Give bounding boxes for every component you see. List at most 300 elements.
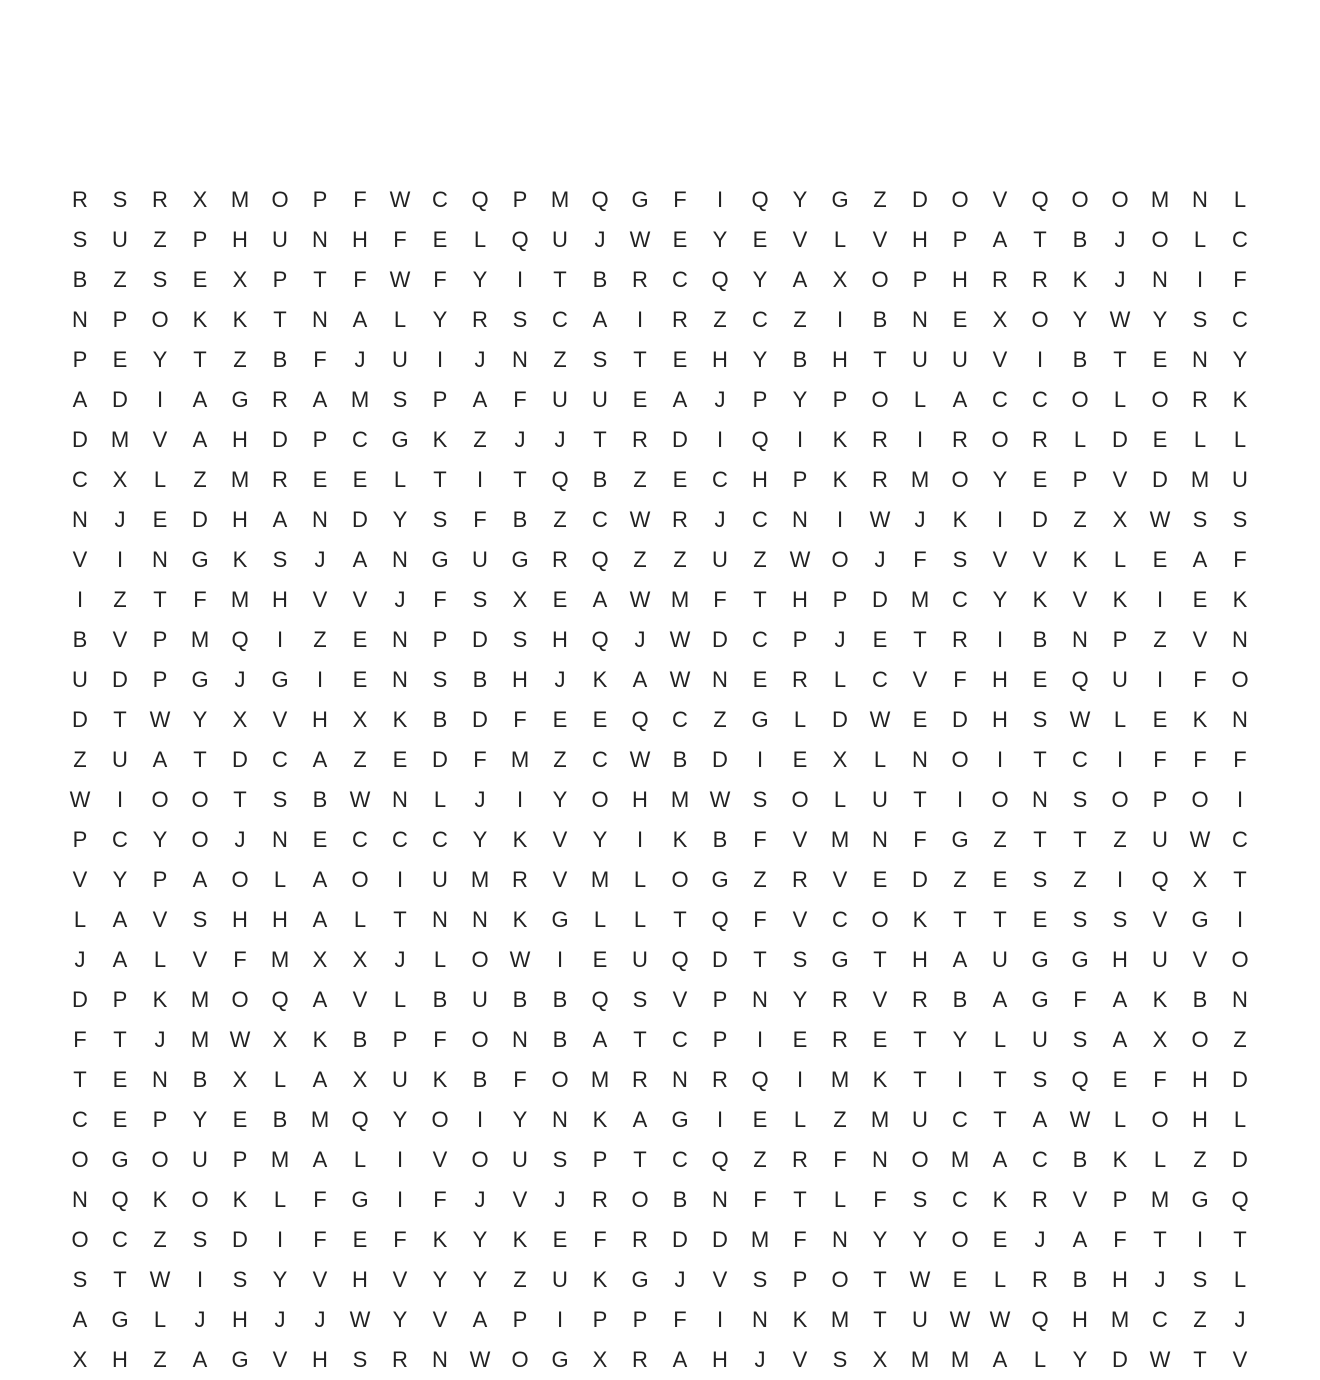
letter-cell[interactable]: M bbox=[910, 587, 930, 612]
letter-cell[interactable]: M bbox=[230, 467, 250, 492]
letter-cell[interactable]: U bbox=[552, 1267, 568, 1292]
letter-cell[interactable]: T bbox=[513, 467, 527, 492]
letter-cell[interactable]: D bbox=[112, 667, 128, 692]
letter-cell[interactable]: H bbox=[832, 347, 848, 372]
letter-cell[interactable]: H bbox=[752, 467, 768, 492]
letter-cell[interactable]: I bbox=[636, 827, 644, 852]
letter-cell[interactable]: K bbox=[952, 507, 968, 532]
letter-cell[interactable]: Y bbox=[1072, 307, 1088, 332]
letter-cell[interactable]: V bbox=[672, 987, 688, 1012]
letter-cell[interactable]: F bbox=[1153, 1067, 1167, 1092]
letter-cell[interactable]: I bbox=[1116, 747, 1124, 772]
letter-cell[interactable]: N bbox=[712, 1187, 728, 1212]
letter-cell[interactable]: I bbox=[836, 307, 844, 332]
letter-cell[interactable]: S bbox=[832, 1347, 848, 1372]
letter-cell[interactable]: M bbox=[350, 387, 370, 412]
letter-cell[interactable]: U bbox=[432, 867, 448, 892]
letter-cell[interactable]: M bbox=[1190, 467, 1210, 492]
letter-cell[interactable]: K bbox=[512, 827, 528, 852]
letter-cell[interactable]: A bbox=[112, 907, 128, 932]
letter-cell[interactable]: O bbox=[1151, 387, 1169, 412]
letter-cell[interactable]: I bbox=[1156, 667, 1164, 692]
letter-cell[interactable]: G bbox=[391, 427, 409, 452]
letter-cell[interactable]: V bbox=[992, 547, 1008, 572]
letter-cell[interactable]: S bbox=[1232, 507, 1248, 532]
letter-cell[interactable]: G bbox=[231, 1347, 249, 1372]
letter-cell[interactable]: K bbox=[992, 1187, 1008, 1212]
letter-cell[interactable]: F bbox=[593, 1227, 607, 1252]
letter-cell[interactable]: I bbox=[556, 1307, 564, 1332]
letter-cell[interactable]: E bbox=[752, 1107, 768, 1132]
letter-cell[interactable]: P bbox=[512, 1307, 528, 1332]
letter-cell[interactable]: U bbox=[1152, 947, 1168, 972]
letter-cell[interactable]: Z bbox=[513, 1267, 527, 1292]
letter-cell[interactable]: Z bbox=[553, 747, 567, 772]
letter-cell[interactable]: K bbox=[872, 1067, 888, 1092]
letter-cell[interactable]: F bbox=[513, 1067, 527, 1092]
letter-cell[interactable]: W bbox=[1149, 1347, 1171, 1372]
letter-cell[interactable]: I bbox=[1196, 1227, 1204, 1252]
letter-cell[interactable]: C bbox=[1032, 1147, 1048, 1172]
letter-cell[interactable]: K bbox=[192, 307, 208, 332]
letter-cell[interactable]: I bbox=[396, 1147, 404, 1172]
letter-cell[interactable]: G bbox=[191, 667, 209, 692]
letter-cell[interactable]: Z bbox=[553, 507, 567, 532]
letter-cell[interactable]: N bbox=[1232, 707, 1248, 732]
letter-cell[interactable]: Y bbox=[712, 227, 728, 252]
letter-cell[interactable]: S bbox=[1032, 867, 1048, 892]
letter-cell[interactable]: I bbox=[756, 1027, 764, 1052]
letter-cell[interactable]: T bbox=[1233, 867, 1247, 892]
letter-cell[interactable]: R bbox=[712, 1067, 728, 1092]
letter-cell[interactable]: G bbox=[191, 547, 209, 572]
letter-cell[interactable]: U bbox=[72, 667, 88, 692]
letter-cell[interactable]: C bbox=[112, 1227, 128, 1252]
letter-cell[interactable]: A bbox=[352, 547, 368, 572]
letter-cell[interactable]: S bbox=[1192, 1267, 1208, 1292]
letter-cell[interactable]: K bbox=[312, 1027, 328, 1052]
letter-cell[interactable]: T bbox=[73, 1067, 87, 1092]
letter-cell[interactable]: E bbox=[352, 627, 368, 652]
letter-cell[interactable]: V bbox=[1112, 467, 1128, 492]
letter-cell[interactable]: Z bbox=[153, 1227, 167, 1252]
letter-cell[interactable]: K bbox=[672, 827, 688, 852]
letter-cell[interactable]: I bbox=[716, 1307, 724, 1332]
letter-cell[interactable]: N bbox=[1032, 787, 1048, 812]
letter-cell[interactable]: E bbox=[872, 867, 888, 892]
letter-cell[interactable]: J bbox=[314, 547, 326, 572]
letter-cell[interactable]: W bbox=[629, 507, 651, 532]
letter-cell[interactable]: J bbox=[714, 387, 726, 412]
letter-cell[interactable]: Q bbox=[471, 187, 489, 212]
letter-cell[interactable]: P bbox=[152, 867, 168, 892]
letter-cell[interactable]: W bbox=[349, 787, 371, 812]
letter-cell[interactable]: L bbox=[353, 907, 367, 932]
letter-cell[interactable]: L bbox=[433, 947, 447, 972]
letter-cell[interactable]: C bbox=[1032, 387, 1048, 412]
letter-cell[interactable]: W bbox=[349, 1307, 371, 1332]
letter-cell[interactable]: B bbox=[1072, 227, 1088, 252]
letter-cell[interactable]: A bbox=[992, 987, 1008, 1012]
letter-cell[interactable]: H bbox=[912, 947, 928, 972]
letter-cell[interactable]: F bbox=[913, 827, 927, 852]
letter-cell[interactable]: Z bbox=[753, 547, 767, 572]
letter-cell[interactable]: Y bbox=[472, 1267, 488, 1292]
letter-cell[interactable]: X bbox=[232, 707, 248, 732]
letter-cell[interactable]: V bbox=[72, 547, 88, 572]
letter-cell[interactable]: F bbox=[953, 667, 967, 692]
letter-cell[interactable]: D bbox=[712, 747, 728, 772]
letter-cell[interactable]: H bbox=[272, 587, 288, 612]
letter-cell[interactable]: T bbox=[273, 307, 287, 332]
letter-cell[interactable]: N bbox=[712, 667, 728, 692]
letter-cell[interactable]: U bbox=[1112, 667, 1128, 692]
letter-cell[interactable]: K bbox=[1232, 587, 1248, 612]
letter-cell[interactable]: F bbox=[193, 587, 207, 612]
letter-cell[interactable]: M bbox=[590, 1067, 610, 1092]
letter-cell[interactable]: P bbox=[312, 187, 328, 212]
letter-cell[interactable]: B bbox=[272, 1107, 288, 1132]
letter-cell[interactable]: L bbox=[1113, 1107, 1127, 1132]
letter-cell[interactable]: F bbox=[313, 1227, 327, 1252]
letter-cell[interactable]: B bbox=[1032, 627, 1048, 652]
letter-cell[interactable]: J bbox=[674, 1267, 686, 1292]
letter-cell[interactable]: Z bbox=[633, 467, 647, 492]
letter-cell[interactable]: Y bbox=[592, 827, 608, 852]
letter-cell[interactable]: O bbox=[1031, 307, 1049, 332]
letter-cell[interactable]: B bbox=[592, 267, 608, 292]
letter-cell[interactable]: H bbox=[632, 787, 648, 812]
letter-cell[interactable]: Z bbox=[753, 867, 767, 892]
letter-cell[interactable]: L bbox=[1193, 427, 1207, 452]
letter-cell[interactable]: Z bbox=[673, 547, 687, 572]
letter-cell[interactable]: O bbox=[631, 1187, 649, 1212]
letter-cell[interactable]: P bbox=[232, 1147, 248, 1172]
letter-cell[interactable]: Z bbox=[993, 827, 1007, 852]
letter-cell[interactable]: T bbox=[793, 1187, 807, 1212]
letter-cell[interactable]: R bbox=[272, 387, 288, 412]
letter-cell[interactable]: V bbox=[1072, 587, 1088, 612]
letter-cell[interactable]: G bbox=[1031, 987, 1049, 1012]
letter-cell[interactable]: J bbox=[1114, 227, 1126, 252]
letter-cell[interactable]: R bbox=[1032, 427, 1048, 452]
letter-cell[interactable]: Z bbox=[233, 347, 247, 372]
letter-cell[interactable]: A bbox=[792, 267, 808, 292]
letter-cell[interactable]: E bbox=[112, 1067, 128, 1092]
letter-cell[interactable]: X bbox=[1112, 507, 1128, 532]
letter-cell[interactable]: O bbox=[871, 387, 889, 412]
letter-cell[interactable]: R bbox=[272, 467, 288, 492]
letter-cell[interactable]: R bbox=[872, 467, 888, 492]
letter-cell[interactable]: S bbox=[1072, 1027, 1088, 1052]
letter-cell[interactable]: Q bbox=[231, 627, 249, 652]
letter-cell[interactable]: U bbox=[112, 747, 128, 772]
letter-cell[interactable]: X bbox=[192, 187, 208, 212]
letter-cell[interactable]: E bbox=[1152, 427, 1168, 452]
letter-cell[interactable]: S bbox=[272, 547, 288, 572]
letter-cell[interactable]: Y bbox=[1072, 1347, 1088, 1372]
letter-cell[interactable]: J bbox=[1034, 1227, 1046, 1252]
letter-cell[interactable]: F bbox=[513, 707, 527, 732]
letter-cell[interactable]: C bbox=[352, 427, 368, 452]
letter-cell[interactable]: T bbox=[753, 947, 767, 972]
letter-cell[interactable]: L bbox=[73, 907, 87, 932]
letter-cell[interactable]: B bbox=[432, 707, 448, 732]
letter-cell[interactable]: W bbox=[509, 947, 531, 972]
letter-cell[interactable]: U bbox=[912, 347, 928, 372]
letter-cell[interactable]: U bbox=[552, 227, 568, 252]
letter-cell[interactable]: J bbox=[874, 547, 886, 572]
letter-cell[interactable]: A bbox=[632, 667, 648, 692]
letter-cell[interactable]: C bbox=[392, 827, 408, 852]
letter-cell[interactable]: D bbox=[912, 187, 928, 212]
letter-cell[interactable]: C bbox=[672, 1027, 688, 1052]
letter-cell[interactable]: K bbox=[1112, 587, 1128, 612]
letter-cell[interactable]: T bbox=[993, 907, 1007, 932]
letter-cell[interactable]: I bbox=[196, 1267, 204, 1292]
letter-cell[interactable]: T bbox=[113, 707, 127, 732]
letter-cell[interactable]: K bbox=[1112, 1147, 1128, 1172]
letter-cell[interactable]: N bbox=[272, 827, 288, 852]
letter-cell[interactable]: G bbox=[671, 1107, 689, 1132]
letter-cell[interactable]: G bbox=[431, 547, 449, 572]
letter-cell[interactable]: O bbox=[951, 1227, 969, 1252]
letter-cell[interactable]: C bbox=[272, 747, 288, 772]
letter-cell[interactable]: V bbox=[72, 867, 88, 892]
letter-cell[interactable]: B bbox=[352, 1027, 368, 1052]
letter-cell[interactable]: A bbox=[312, 387, 328, 412]
letter-cell[interactable]: N bbox=[912, 307, 928, 332]
letter-cell[interactable]: O bbox=[991, 427, 1009, 452]
letter-cell[interactable]: E bbox=[1032, 467, 1048, 492]
letter-cell[interactable]: V bbox=[1192, 947, 1208, 972]
letter-cell[interactable]: C bbox=[752, 627, 768, 652]
letter-cell[interactable]: A bbox=[312, 867, 328, 892]
letter-cell[interactable]: O bbox=[551, 1067, 569, 1092]
letter-cell[interactable]: C bbox=[712, 467, 728, 492]
letter-cell[interactable]: U bbox=[392, 347, 408, 372]
letter-cell[interactable]: L bbox=[473, 227, 487, 252]
letter-cell[interactable]: A bbox=[672, 1347, 688, 1372]
letter-cell[interactable]: C bbox=[1232, 827, 1248, 852]
letter-cell[interactable]: O bbox=[951, 747, 969, 772]
letter-cell[interactable]: J bbox=[634, 627, 646, 652]
letter-cell[interactable]: E bbox=[792, 747, 808, 772]
letter-cell[interactable]: V bbox=[112, 627, 128, 652]
letter-cell[interactable]: N bbox=[312, 507, 328, 532]
letter-cell[interactable]: D bbox=[472, 707, 488, 732]
letter-cell[interactable]: S bbox=[1072, 907, 1088, 932]
letter-cell[interactable]: P bbox=[112, 307, 128, 332]
letter-cell[interactable]: N bbox=[1232, 987, 1248, 1012]
letter-cell[interactable]: Q bbox=[1031, 187, 1049, 212]
letter-cell[interactable]: Y bbox=[272, 1267, 288, 1292]
letter-cell[interactable]: Y bbox=[1232, 347, 1248, 372]
letter-cell[interactable]: L bbox=[793, 1107, 807, 1132]
letter-cell[interactable]: A bbox=[192, 427, 208, 452]
letter-cell[interactable]: Y bbox=[192, 707, 208, 732]
letter-cell[interactable]: C bbox=[592, 507, 608, 532]
letter-cell[interactable]: O bbox=[831, 547, 849, 572]
letter-cell[interactable]: Y bbox=[152, 347, 168, 372]
letter-cell[interactable]: U bbox=[192, 1147, 208, 1172]
letter-cell[interactable]: E bbox=[1152, 707, 1168, 732]
letter-cell[interactable]: W bbox=[949, 1307, 971, 1332]
letter-cell[interactable]: I bbox=[836, 507, 844, 532]
letter-cell[interactable]: Y bbox=[432, 1267, 448, 1292]
letter-cell[interactable]: N bbox=[872, 827, 888, 852]
letter-cell[interactable]: F bbox=[673, 187, 687, 212]
letter-cell[interactable]: L bbox=[1233, 427, 1247, 452]
letter-cell[interactable]: L bbox=[833, 667, 847, 692]
letter-cell[interactable]: F bbox=[793, 1227, 807, 1252]
letter-cell[interactable]: B bbox=[512, 987, 528, 1012]
letter-cell[interactable]: P bbox=[152, 667, 168, 692]
letter-cell[interactable]: C bbox=[72, 467, 88, 492]
letter-cell[interactable]: N bbox=[1192, 187, 1208, 212]
letter-cell[interactable]: Y bbox=[952, 1027, 968, 1052]
letter-cell[interactable]: P bbox=[312, 427, 328, 452]
letter-cell[interactable]: C bbox=[672, 1147, 688, 1172]
letter-cell[interactable]: J bbox=[1234, 1307, 1246, 1332]
letter-cell[interactable]: E bbox=[912, 707, 928, 732]
letter-cell[interactable]: L bbox=[1113, 547, 1127, 572]
letter-cell[interactable]: J bbox=[594, 227, 606, 252]
letter-cell[interactable]: B bbox=[672, 1187, 688, 1212]
letter-cell[interactable]: F bbox=[753, 907, 767, 932]
letter-cell[interactable]: F bbox=[833, 1147, 847, 1172]
letter-cell[interactable]: P bbox=[1072, 467, 1088, 492]
letter-cell[interactable]: S bbox=[192, 1227, 208, 1252]
letter-cell[interactable]: D bbox=[672, 1227, 688, 1252]
letter-cell[interactable]: P bbox=[1112, 627, 1128, 652]
letter-cell[interactable]: Z bbox=[313, 627, 327, 652]
letter-cell[interactable]: B bbox=[312, 787, 328, 812]
letter-cell[interactable]: N bbox=[512, 347, 528, 372]
letter-cell[interactable]: M bbox=[950, 1147, 970, 1172]
letter-cell[interactable]: E bbox=[1032, 907, 1048, 932]
letter-cell[interactable]: F bbox=[713, 587, 727, 612]
letter-cell[interactable]: M bbox=[830, 1307, 850, 1332]
letter-cell[interactable]: X bbox=[992, 307, 1008, 332]
letter-cell[interactable]: M bbox=[830, 1067, 850, 1092]
letter-cell[interactable]: V bbox=[1152, 907, 1168, 932]
letter-cell[interactable]: E bbox=[432, 227, 448, 252]
letter-cell[interactable]: I bbox=[716, 427, 724, 452]
letter-cell[interactable]: I bbox=[1036, 347, 1044, 372]
letter-cell[interactable]: E bbox=[792, 1027, 808, 1052]
letter-cell[interactable]: J bbox=[554, 427, 566, 452]
letter-cell[interactable]: L bbox=[593, 907, 607, 932]
letter-cell[interactable]: O bbox=[471, 1147, 489, 1172]
letter-cell[interactable]: K bbox=[832, 467, 848, 492]
letter-cell[interactable]: H bbox=[352, 1267, 368, 1292]
letter-cell[interactable]: E bbox=[672, 347, 688, 372]
letter-cell[interactable]: M bbox=[750, 1227, 770, 1252]
letter-cell[interactable]: A bbox=[312, 747, 328, 772]
letter-cell[interactable]: V bbox=[352, 587, 368, 612]
letter-cell[interactable]: E bbox=[352, 667, 368, 692]
letter-cell[interactable]: M bbox=[190, 627, 210, 652]
letter-cell[interactable]: T bbox=[433, 467, 447, 492]
letter-cell[interactable]: J bbox=[554, 1187, 566, 1212]
letter-cell[interactable]: H bbox=[952, 267, 968, 292]
letter-cell[interactable]: N bbox=[832, 1227, 848, 1252]
letter-cell[interactable]: O bbox=[511, 1347, 529, 1372]
letter-cell[interactable]: U bbox=[272, 227, 288, 252]
letter-cell[interactable]: B bbox=[512, 507, 528, 532]
letter-cell[interactable]: Q bbox=[591, 547, 609, 572]
letter-cell[interactable]: L bbox=[1073, 427, 1087, 452]
letter-cell[interactable]: K bbox=[432, 1067, 448, 1092]
letter-cell[interactable]: R bbox=[792, 867, 808, 892]
letter-cell[interactable]: W bbox=[1189, 827, 1211, 852]
letter-cell[interactable]: P bbox=[1112, 1187, 1128, 1212]
letter-cell[interactable]: V bbox=[312, 1267, 328, 1292]
letter-cell[interactable]: D bbox=[232, 747, 248, 772]
letter-cell[interactable]: W bbox=[869, 707, 891, 732]
letter-cell[interactable]: L bbox=[993, 1267, 1007, 1292]
letter-cell[interactable]: Y bbox=[152, 827, 168, 852]
letter-cell[interactable]: V bbox=[1032, 547, 1048, 572]
letter-cell[interactable]: D bbox=[72, 427, 88, 452]
letter-cell[interactable]: L bbox=[153, 1307, 167, 1332]
letter-cell[interactable]: O bbox=[71, 1147, 89, 1172]
letter-cell[interactable]: I bbox=[796, 1067, 804, 1092]
letter-cell[interactable]: F bbox=[1193, 667, 1207, 692]
letter-cell[interactable]: E bbox=[1192, 587, 1208, 612]
letter-cell[interactable]: T bbox=[873, 947, 887, 972]
letter-cell[interactable]: G bbox=[111, 1307, 129, 1332]
letter-cell[interactable]: J bbox=[754, 1347, 766, 1372]
letter-cell[interactable]: I bbox=[516, 267, 524, 292]
letter-cell[interactable]: Z bbox=[1153, 627, 1167, 652]
letter-cell[interactable]: Q bbox=[1031, 1307, 1049, 1332]
letter-cell[interactable]: F bbox=[473, 507, 487, 532]
letter-cell[interactable]: A bbox=[312, 1067, 328, 1092]
letter-cell[interactable]: B bbox=[72, 627, 88, 652]
letter-cell[interactable]: E bbox=[672, 227, 688, 252]
letter-cell[interactable]: P bbox=[792, 627, 808, 652]
letter-cell[interactable]: H bbox=[712, 347, 728, 372]
letter-cell[interactable]: T bbox=[913, 787, 927, 812]
letter-cell[interactable]: M bbox=[910, 467, 930, 492]
letter-cell[interactable]: T bbox=[993, 1107, 1007, 1132]
letter-cell[interactable]: A bbox=[72, 1307, 88, 1332]
letter-cell[interactable]: Z bbox=[753, 1147, 767, 1172]
letter-cell[interactable]: H bbox=[232, 507, 248, 532]
letter-cell[interactable]: V bbox=[272, 707, 288, 732]
letter-cell[interactable]: L bbox=[433, 787, 447, 812]
letter-cell[interactable]: Q bbox=[551, 467, 569, 492]
letter-cell[interactable]: V bbox=[1072, 1187, 1088, 1212]
letter-cell[interactable]: K bbox=[1232, 387, 1248, 412]
letter-cell[interactable]: E bbox=[112, 347, 128, 372]
letter-cell[interactable]: E bbox=[552, 707, 568, 732]
letter-cell[interactable]: Z bbox=[833, 1107, 847, 1132]
letter-cell[interactable]: I bbox=[1236, 907, 1244, 932]
letter-cell[interactable]: I bbox=[996, 627, 1004, 652]
letter-cell[interactable]: T bbox=[753, 587, 767, 612]
letter-cell[interactable]: N bbox=[432, 907, 448, 932]
letter-cell[interactable]: J bbox=[194, 1307, 206, 1332]
letter-cell[interactable]: Y bbox=[472, 827, 488, 852]
letter-cell[interactable]: S bbox=[752, 1267, 768, 1292]
letter-cell[interactable]: O bbox=[151, 1147, 169, 1172]
letter-cell[interactable]: U bbox=[472, 547, 488, 572]
letter-cell[interactable]: F bbox=[1153, 747, 1167, 772]
letter-cell[interactable]: G bbox=[351, 1187, 369, 1212]
